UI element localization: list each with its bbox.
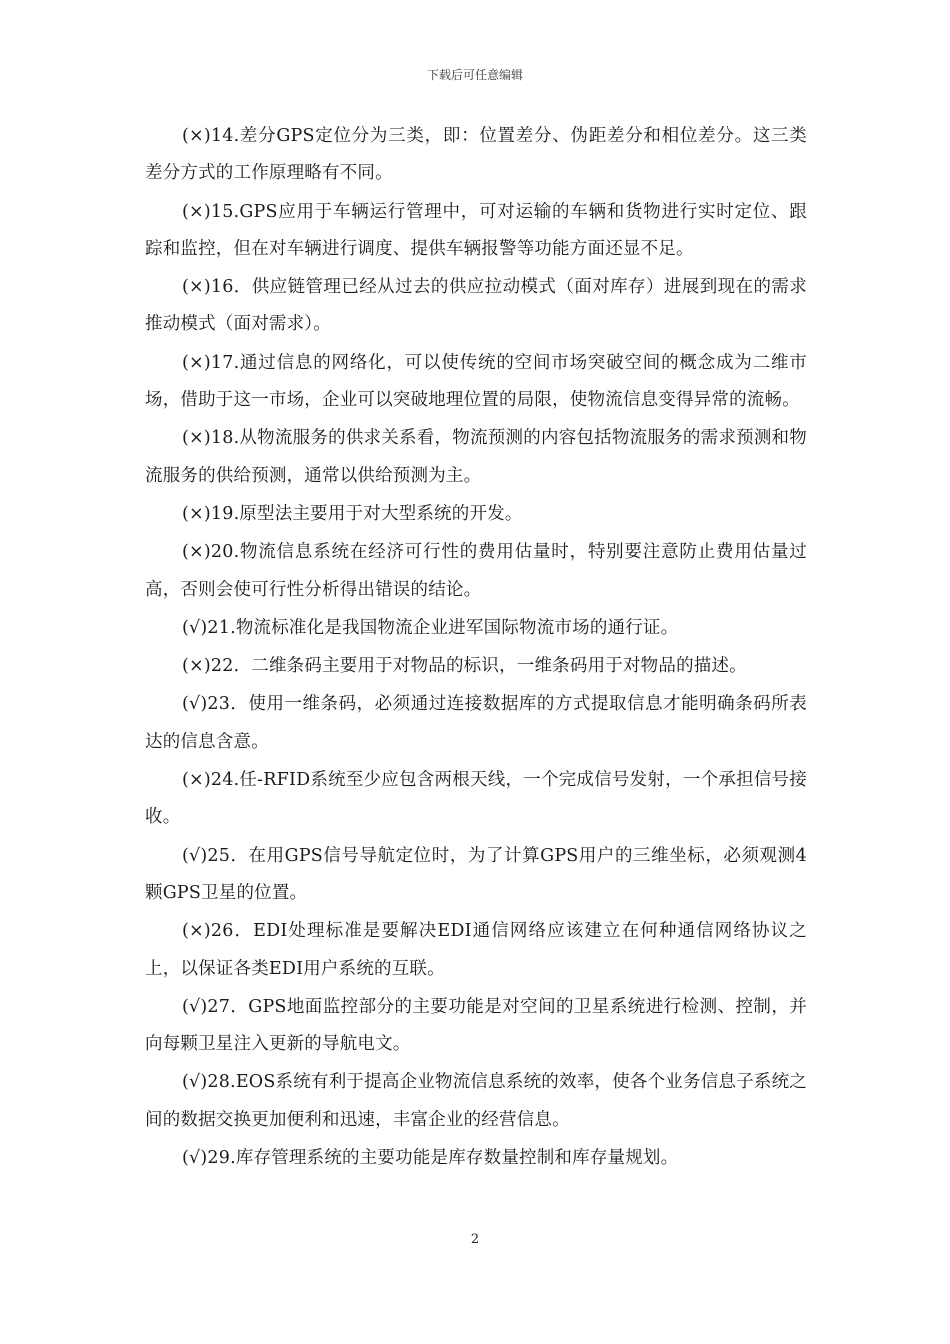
- question-item-20: (×)20.物流信息系统在经济可行性的费用估量时，特别要注意防止费用估量过高，否则会使可行性分析得出错误的结论。: [145, 542, 807, 600]
- question-item-22: (×)22．二维条码主要用于对物品的标识，一维条码用于对物品的描述。: [182, 656, 747, 677]
- question-item-21: (√)21.物流标准化是我国物流企业进军国际物流市场的通行证。: [182, 617, 679, 638]
- page-header: 下载后可任意编辑: [426, 68, 523, 82]
- question-item-25: (√)25．在用GPS信号导航定位时，为了计算GPS用户的三维坐标，必须观测4颗GPS卫星的位置。: [145, 845, 807, 903]
- question-item-16: (×)16．供应链管理已经从过去的供应拉动模式（面对库存）进展到现在的需求推动模式（面对需求）。: [145, 277, 807, 335]
- question-item-15: (×)15.GPS应用于车辆运行管理中，可对运输的车辆和货物进行实时定位、跟踪和监控，但在对车辆进行调度、提供车辆报警等功能方面还显不足。: [145, 201, 807, 259]
- question-item-29: (√)29.库存管理系统的主要功能是库存数量控制和库存量规划。: [182, 1148, 679, 1169]
- question-item-19: (×)19.原型法主要用于对大型系统的开发。: [182, 503, 523, 524]
- question-item-14: (×)14.差分GPS定位分为三类，即：位置差分、伪距差分和相位差分。这三类差分方式的工作原理略有不同。: [145, 126, 807, 184]
- question-item-23: (√)23．使用一维条码，必须通过连接数据库的方式提取信息才能明确条码所表达的信息含意。: [145, 694, 807, 752]
- question-item-18: (×)18.从物流服务的供求关系看，物流预测的内容包括物流服务的需求预测和物流服务的供给预测，通常以供给预测为主。: [145, 428, 807, 486]
- question-item-26: (×)26．EDI处理标准是要解决EDI通信网络应该建立在何种通信网络协议之上，以保证各类EDI用户系统的互联。: [145, 921, 807, 979]
- document-body: [145, 118, 807, 1178]
- question-item-28: (√)28.EOS系统有利于提高企业物流信息系统的效率，使各个业务信息子系统之间的数据交换更加便利和迅速，丰富企业的经营信息。: [145, 1072, 807, 1130]
- question-item-24: (×)24.任-RFID系统至少应包含两根天线，一个完成信号发射，一个承担信号接收。: [145, 770, 807, 828]
- question-item-27: (√)27．GPS地面监控部分的主要功能是对空间的卫星系统进行检测、控制，并向每颗卫星注入更新的导航电文。: [145, 996, 807, 1055]
- page-number: 2: [470, 1232, 480, 1247]
- question-item-17: (×)17.通过信息的网络化，可以使传统的空间市场突破空间的概念成为二维市场，借助于这一市场，企业可以突破地理位置的局限，使物流信息变得异常的流畅。: [145, 352, 807, 411]
